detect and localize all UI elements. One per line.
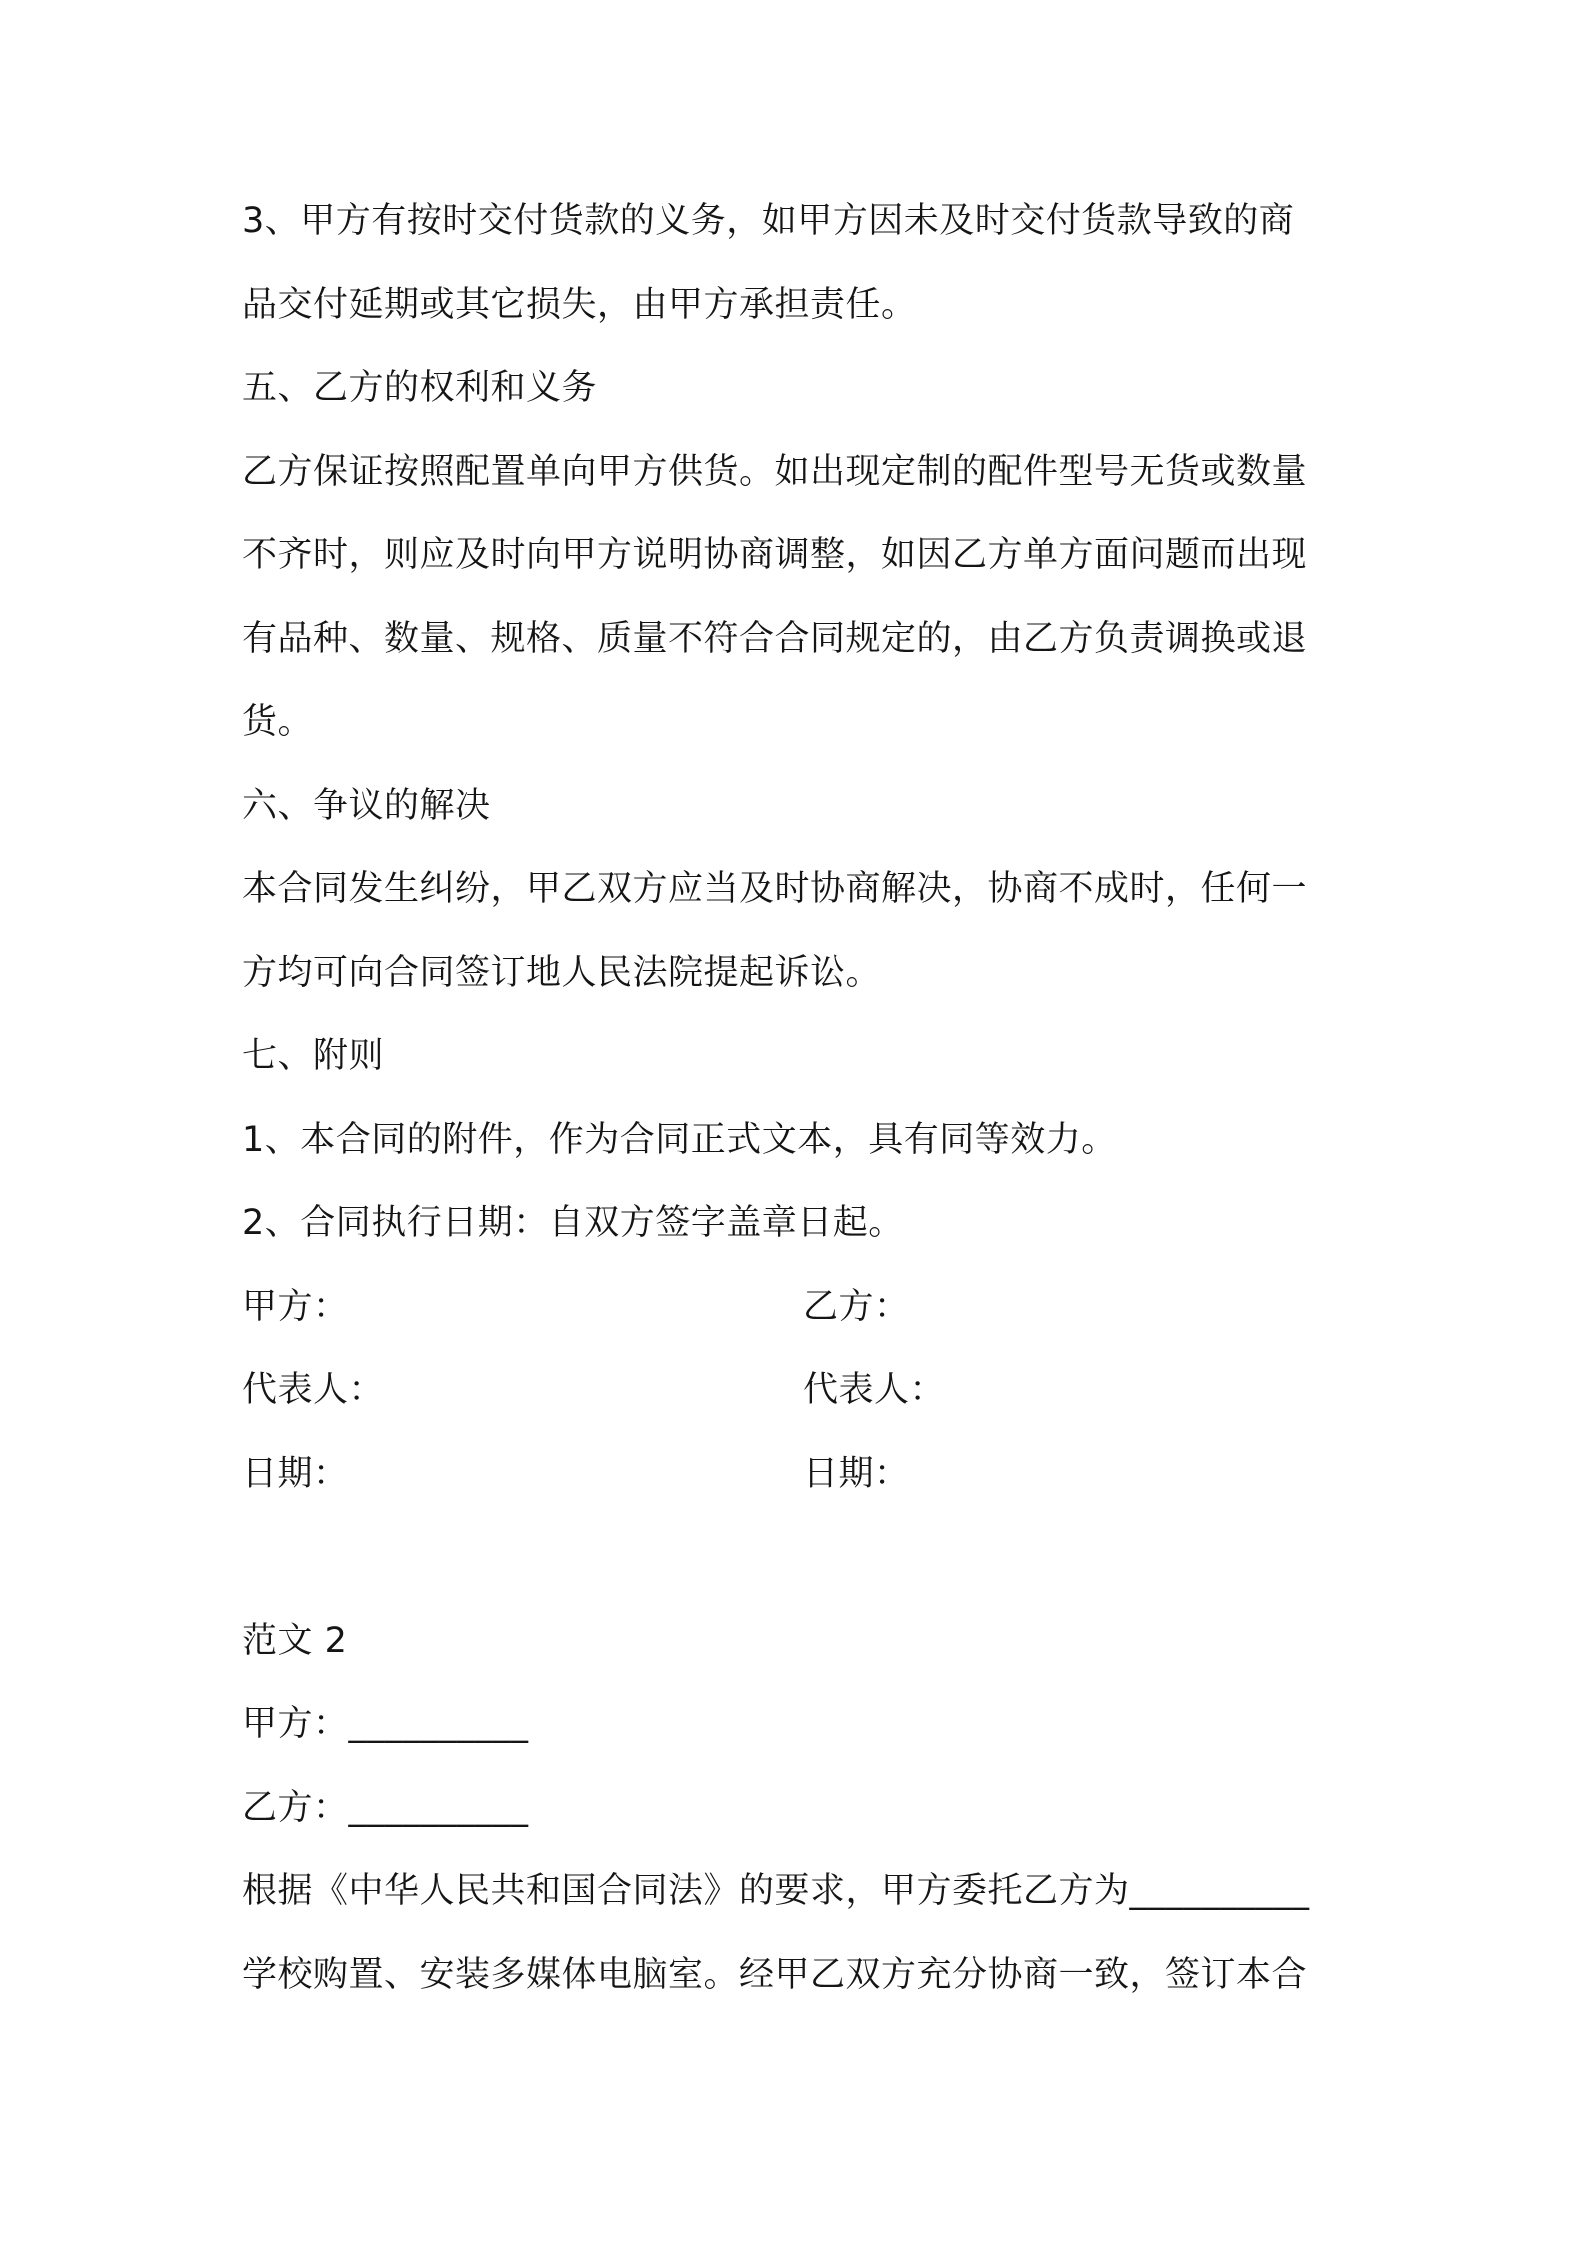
- section-heading-5: 五、乙方的权利和义务: [242, 368, 598, 408]
- sample-2-party-a: 甲方：__________: [242, 1704, 529, 1744]
- party-a-representative-label: 代表人：: [242, 1370, 385, 1410]
- clause-3-line-2: 品交付延期或其它损失，由甲方承担责任。: [242, 284, 917, 325]
- section-5-line-2: 不齐时，则应及时向甲方说明协商调整，如因乙方单方面问题而出现: [242, 535, 1308, 575]
- party-a-date-label: 日期：: [242, 1453, 349, 1494]
- signature-row-party: [242, 1285, 1362, 1369]
- section-5-line-1: 乙方保证按照配置单向甲方供货。如出现定制的配件型号无货或数量: [242, 451, 1308, 492]
- party-b-date-label: 日期：: [803, 1453, 910, 1494]
- section-6-line-2: 方均可向合同签订地人民法院提起诉讼。: [242, 952, 882, 993]
- document-body: [242, 199, 1362, 2036]
- section-heading-7: 七、附则: [242, 1036, 385, 1076]
- section-spacer: [242, 1535, 1362, 1619]
- sample-2-heading: 范文 2: [242, 1620, 348, 1661]
- signature-row-date: [242, 1452, 1362, 1536]
- party-b-representative-label: 代表人：: [803, 1370, 946, 1410]
- party-b-label: 乙方：: [803, 1286, 910, 1327]
- signature-row-representative: [242, 1368, 1362, 1452]
- section-5-line-3: 有品种、数量、规格、质量不符合合同规定的，由乙方负责调换或退: [242, 618, 1308, 659]
- section-6-line-1: 本合同发生纠纷，甲乙双方应当及时协商解决，协商不成时，任何一: [242, 869, 1308, 909]
- sample-2-intro-line-2: 学校购置、安装多媒体电脑室。经甲乙双方充分协商一致，签订本合: [242, 1954, 1308, 1995]
- sample-2-party-b: 乙方：__________: [242, 1787, 529, 1828]
- section-5-line-4: 货。: [242, 702, 314, 742]
- party-a-label: 甲方：: [242, 1286, 349, 1327]
- clause-3-line-1: 3、甲方有按时交付货款的义务，如甲方因未及时交付货款导致的商: [242, 201, 1295, 241]
- sample-2-intro-line-1: 根据《中华人民共和国合同法》的要求，甲方委托乙方为__________: [242, 1871, 1310, 1911]
- section-7-clause-1: 1、本合同的附件，作为合同正式文本，具有同等效力。: [242, 1119, 1117, 1160]
- section-heading-6: 六、争议的解决: [242, 785, 491, 826]
- section-7-clause-2: 2、合同执行日期：自双方签字盖章日起。: [242, 1203, 904, 1243]
